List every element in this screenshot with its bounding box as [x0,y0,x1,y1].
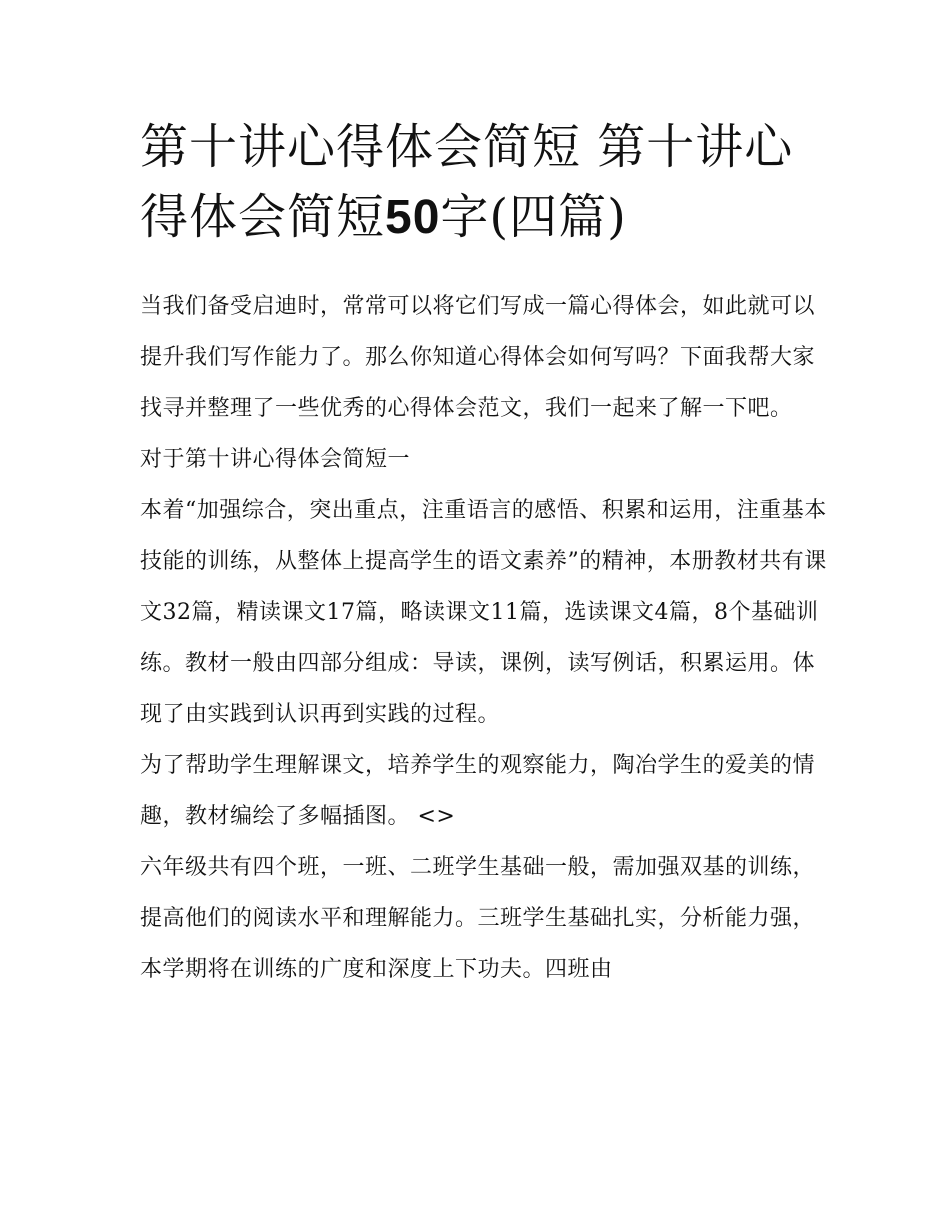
title-number: 50 [385,191,441,244]
body-paragraph: 六年级共有四个班，一班、二班学生基础一般，需加强双基的训练，提高他们的阅读水平和理解能力。三班学生基础扎实，分析能力强，本学期将在训练的广度和深度上下功夫。四班由 [140,855,816,982]
document-body [140,281,830,995]
intro-paragraph: 当我们备受启迪时，常常可以将它们写成一篇心得体会，如此就可以提升我们写作能力了。那么你知道心得体会如何写吗？下面我帮大家找寻并整理了一些优秀的心得体会范文，我们一起来了解一下吧。 [140,294,816,421]
body-paragraph: 为了帮助学生理解课文，培养学生的观察能力，陶冶学生的爱美的情趣，教材编绘了多幅插图。 <> [140,753,816,829]
title-text-part1: 第十讲心得体会简短 第十讲心得体会简短 [140,119,794,245]
body-paragraph: 本着“加强综合，突出重点，注重语言的感悟、积累和运用，注重基本技能的训练，从整体上提高学生的语文素养”的精神，本册教材共有课文32篇，精读课文17篇，略读课文11篇，选读课文4篇，8个基础训练。教材一般由四部分组成：导读，课例，读写例话，积累运用。体现了由实践到认识再到实践的过程。 [140,498,827,727]
title-text-part2: 字(四篇) [440,189,627,245]
document-title [140,112,830,253]
section-heading: 对于第十讲心得体会简短一 [140,447,411,472]
document-content [140,112,830,995]
